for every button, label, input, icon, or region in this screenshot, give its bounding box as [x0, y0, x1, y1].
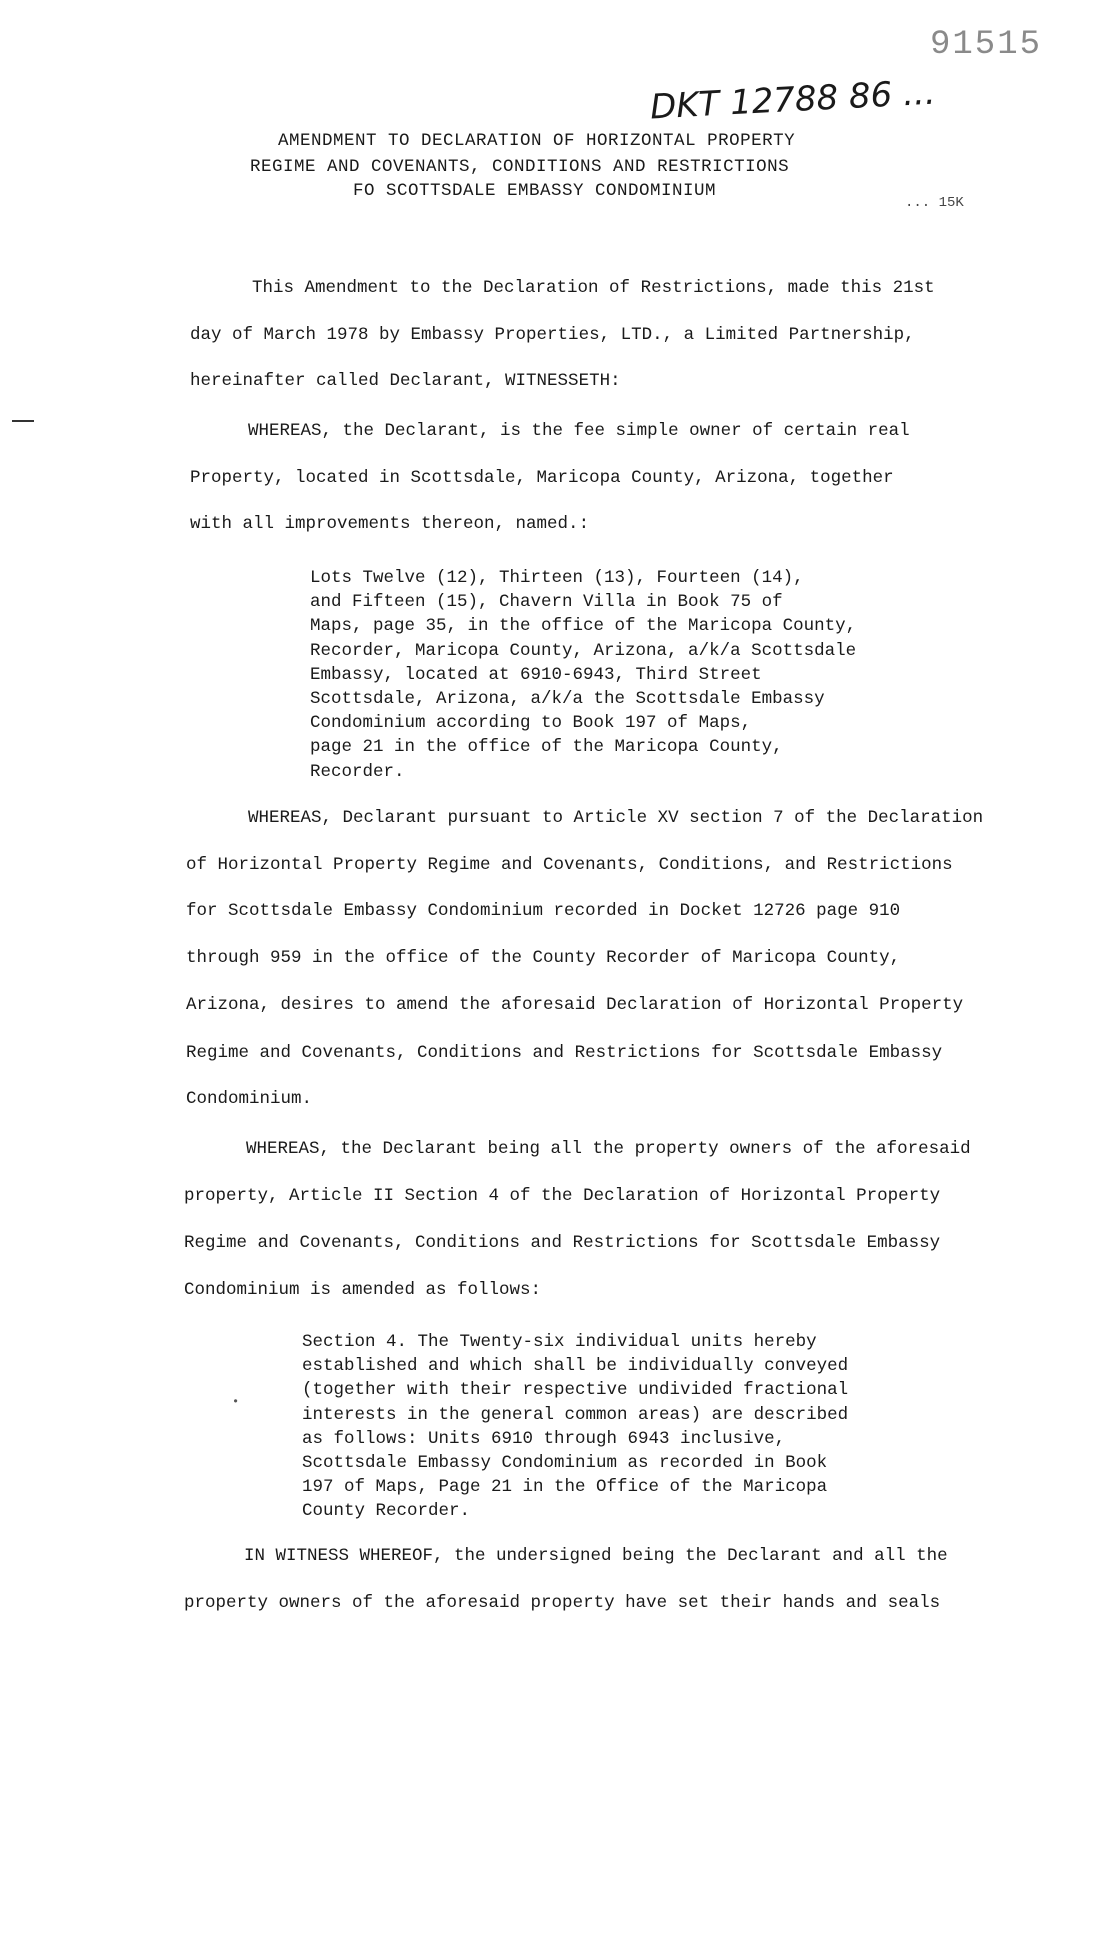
p1-line-1: This Amendment to the Declaration of Restrictions, made this 21st: [252, 278, 935, 298]
p2-line-3: with all improvements thereon, named.:: [190, 514, 590, 534]
p4-line-4: Condominium is amended as follows:: [184, 1280, 542, 1300]
margin-dash: [12, 420, 34, 422]
p4-line-2: property, Article II Section 4 of the Declaration of Horizontal Property: [184, 1186, 941, 1206]
legal-line: Scottsdale, Arizona, a/k/a the Scottsdale Embassy: [310, 689, 825, 710]
p3-line-2: of Horizontal Property Regime and Covenants, Conditions, and Restrictions: [186, 855, 953, 875]
p3-line-5: Arizona, desires to amend the aforesaid Declaration of Horizontal Property: [186, 995, 964, 1015]
legal-line: Maps, page 35, in the office of the Maricopa County,: [310, 616, 857, 637]
section-4-line: (together with their respective undivided fractional: [302, 1380, 849, 1401]
p4-line-3: Regime and Covenants, Conditions and Restrictions for Scottsdale Embassy: [184, 1233, 941, 1253]
p2-line-1: WHEREAS, the Declarant, is the fee simple owner of certain real: [248, 421, 910, 441]
legal-line: Recorder.: [310, 761, 405, 782]
p3-line-6: Regime and Covenants, Conditions and Restrictions for Scottsdale Embassy: [186, 1043, 943, 1063]
legal-line: Embassy, located at 6910-6943, Third Street: [310, 664, 762, 685]
p3-line-7: Condominium.: [186, 1089, 313, 1109]
legal-line: Condominium according to Book 197 of Maps,: [310, 713, 752, 734]
legal-line: Recorder, Maricopa County, Arizona, a/k/a Scottsdale: [310, 640, 857, 661]
margin-mark: ... 15K: [905, 195, 964, 211]
p1-line-2: day of March 1978 by Embassy Properties, LTD., a Limited Partnership,: [190, 325, 915, 345]
section-4-block: [302, 1330, 848, 1524]
document-number: 91515: [930, 26, 1043, 64]
p3-line-1: WHEREAS, Declarant pursuant to Article XV section 7 of the Declaration: [248, 808, 984, 828]
section-4-line: 197 of Maps, Page 21 in the Office of the Maricopa: [302, 1477, 828, 1498]
section-4-line: interests in the general common areas) are described: [302, 1404, 849, 1425]
p2-line-2: Property, located in Scottsdale, Maricopa County, Arizona, together: [190, 468, 894, 488]
p1-line-3: hereinafter called Declarant, WITNESSETH:: [190, 371, 621, 391]
p3-line-4: through 959 in the office of the County Recorder of Maricopa County,: [186, 948, 901, 968]
section-4-line: Section 4. The Twenty-six individual units hereby: [302, 1332, 817, 1352]
p3-line-3: for Scottsdale Embassy Condominium recorded in Docket 12726 page 910: [186, 901, 901, 921]
p4-line-1: WHEREAS, the Declarant being all the property owners of the aforesaid: [246, 1139, 971, 1159]
handwritten-docket-note: DKT 12788 86 ...: [649, 72, 937, 128]
margin-tick: •: [232, 1395, 240, 1409]
p5-line-1: IN WITNESS WHEREOF, the undersigned being the Declarant and all the: [244, 1546, 948, 1566]
p5-line-2: property owners of the aforesaid property have set their hands and seals: [184, 1593, 941, 1613]
section-4-line: County Recorder.: [302, 1501, 471, 1522]
title-line-2: REGIME AND COVENANTS, CONDITIONS AND RESTRICTIONS: [250, 157, 790, 177]
legal-line: and Fifteen (15), Chavern Villa in Book 75 of: [310, 592, 783, 613]
legal-line: Lots Twelve (12), Thirteen (13), Fourteen (14),: [310, 568, 804, 588]
section-4-line: as follows: Units 6910 through 6943 inclusive,: [302, 1428, 786, 1449]
section-4-line: established and which shall be individually conveyed: [302, 1356, 849, 1377]
legal-description: [310, 566, 856, 784]
title-line-3: FO SCOTTSDALE EMBASSY CONDOMINIUM: [353, 181, 717, 201]
section-4-line: Scottsdale Embassy Condominium as recorded in Book: [302, 1453, 828, 1474]
legal-line: page 21 in the office of the Maricopa County,: [310, 737, 783, 758]
title-line-1: AMENDMENT TO DECLARATION OF HORIZONTAL PROPERTY: [278, 131, 796, 151]
